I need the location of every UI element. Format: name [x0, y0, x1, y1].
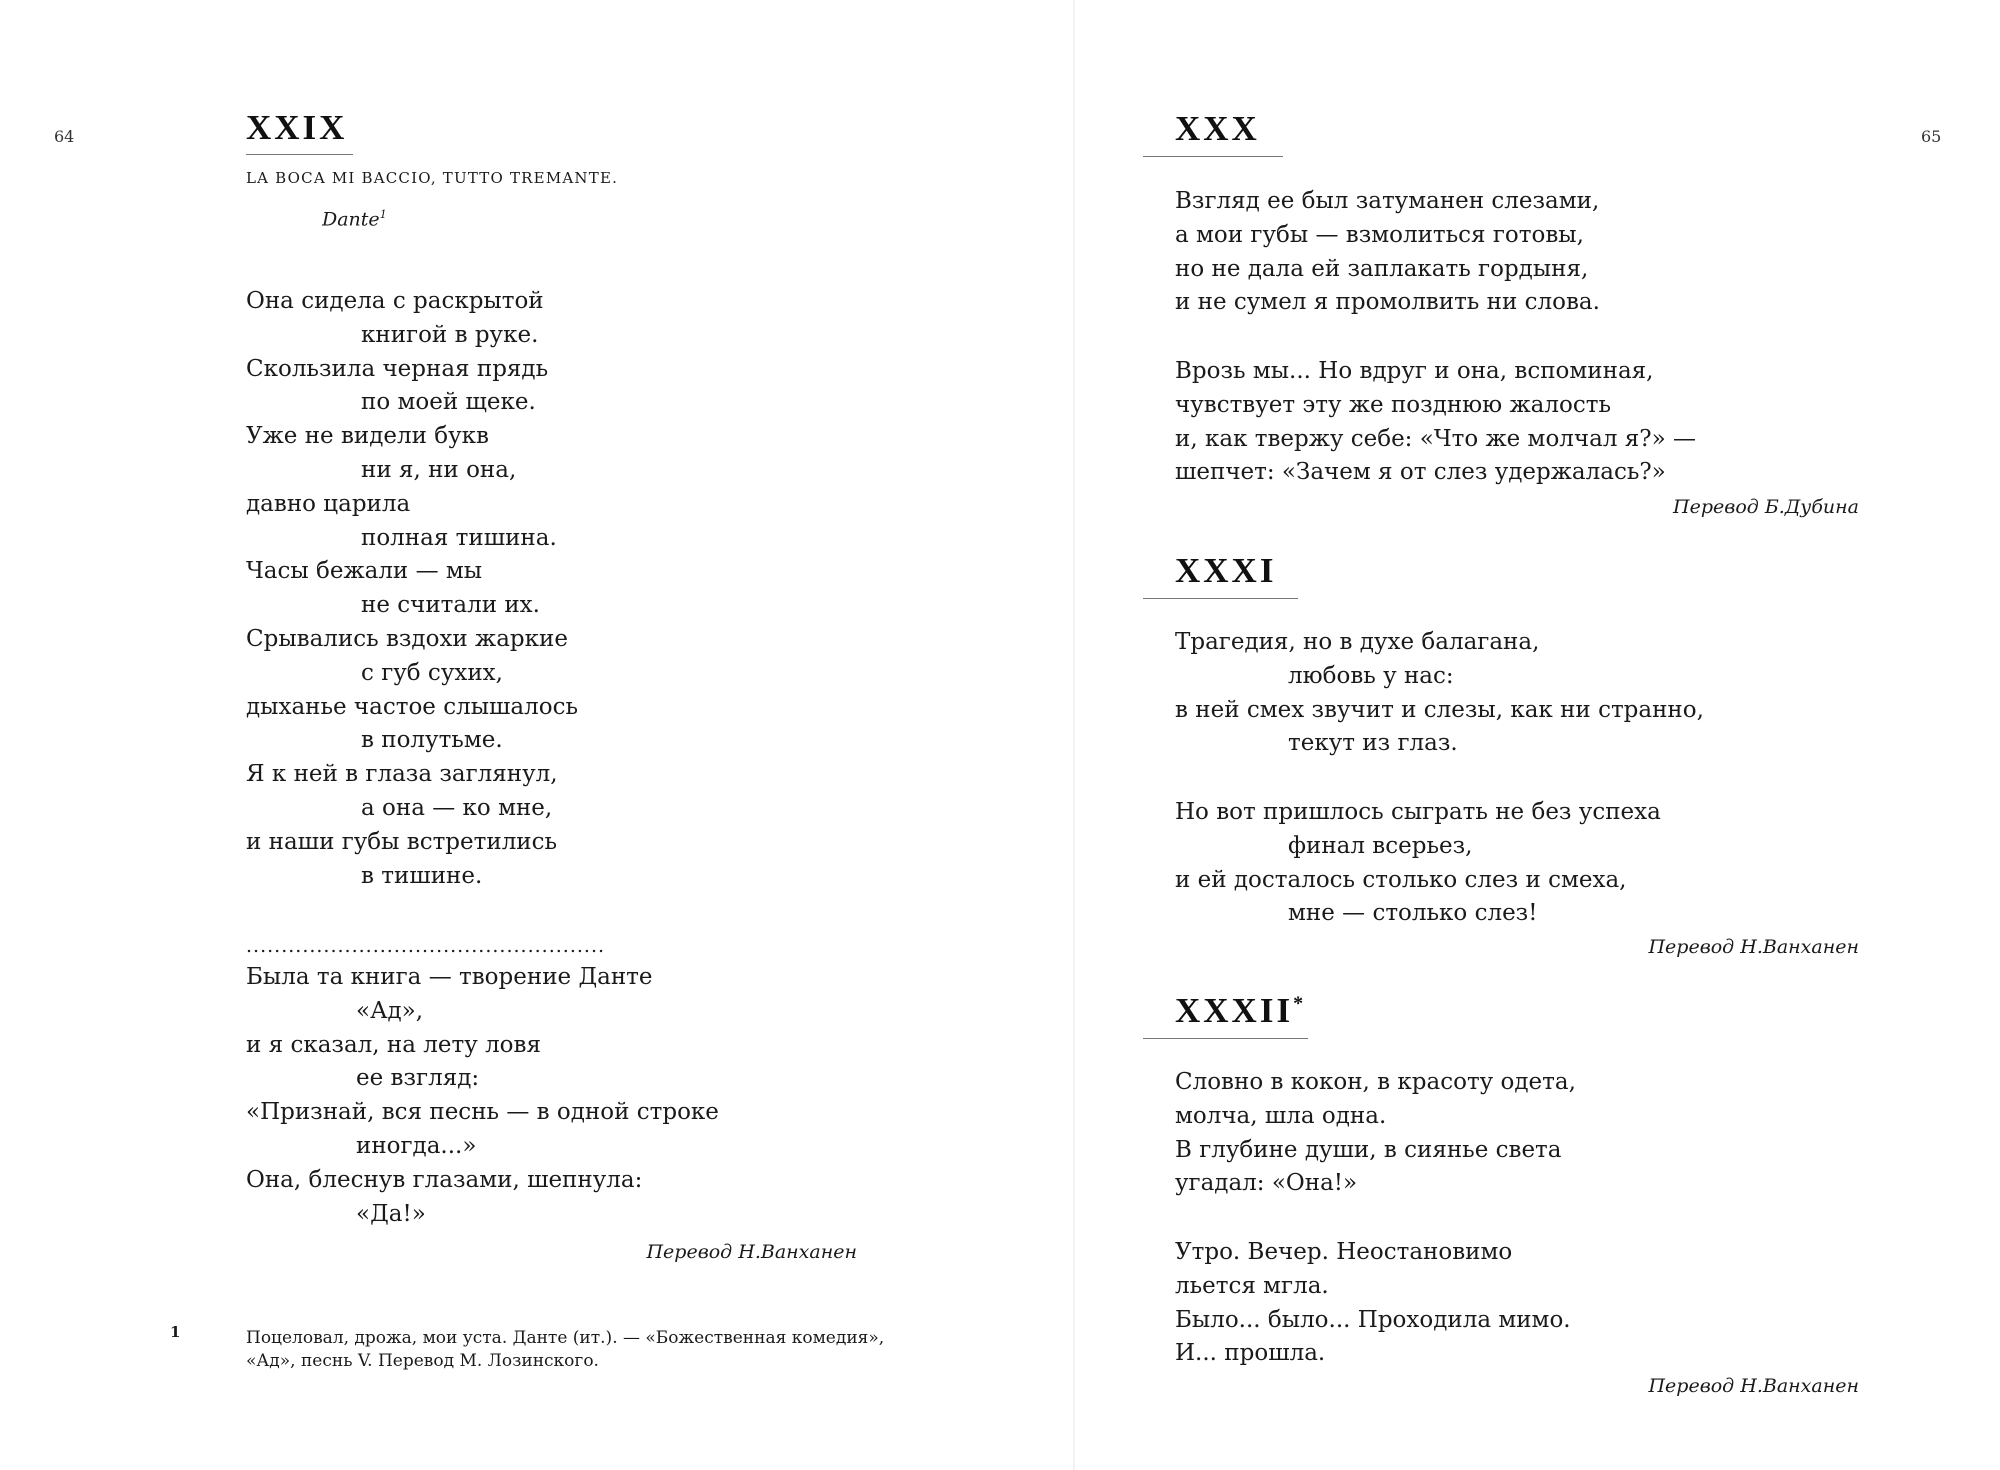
poem-line: Словно в кокон, в красоту одета,	[1175, 1069, 1576, 1095]
poem-line: давно царила	[246, 490, 411, 517]
poem-line: и не сумел я промолвить ни слова.	[1175, 289, 1600, 316]
poem-line: и ей досталось столько слез и смеха,	[1175, 866, 1627, 893]
poem-line: ее взгляд:	[356, 1065, 480, 1092]
poem-line: а она — ко мне,	[361, 795, 553, 821]
poem-line: И... прошла.	[1175, 1340, 1326, 1367]
poem-line: льется мгла.	[1175, 1272, 1329, 1299]
poem-line: в полутьме.	[361, 727, 503, 754]
poem-line: «Признай, вся песнь — в одной строке	[246, 1099, 719, 1126]
poem-line: мне — столько слез!	[1288, 900, 1538, 927]
poem-line: «Да!»	[356, 1200, 426, 1227]
footnote-line: Поцеловал, дрожа, мои уста. Данте (ит.). — «Божественная комедия»,	[246, 1328, 885, 1348]
title-underline	[1143, 1038, 1308, 1039]
translator-credit: Перевод Н.Ванханен	[1648, 936, 1859, 958]
right-page	[1075, 0, 2000, 1470]
poem-line: Утро. Вечер. Неостановимо	[1175, 1239, 1513, 1265]
poem-line: Срывались вздохи жаркие	[246, 626, 568, 652]
poem-line: Было... было... Проходила мимо.	[1175, 1306, 1571, 1333]
poem-line: не считали их.	[361, 592, 540, 619]
stanza-separator: ...................................................	[246, 935, 606, 957]
title-underline	[1143, 598, 1298, 599]
poem-line: Она сидела с раскрытой	[246, 288, 544, 314]
poem-title: XXXII*	[1175, 991, 1307, 1030]
poem-line: Скользила черная прядь	[246, 355, 549, 382]
poem-line: и наши губы встретились	[246, 828, 558, 855]
poem-line: иногда...»	[356, 1133, 477, 1159]
poem-line: текут из глаз.	[1288, 730, 1458, 757]
translator-credit: Перевод Н.Ванханен	[1648, 1375, 1859, 1397]
poem-line: «Ад»,	[356, 997, 424, 1024]
poem-line: Но вот пришлось сыграть не без успеха	[1175, 799, 1661, 825]
poem-line: Уже не видели букв	[246, 423, 489, 450]
title-underline	[1143, 156, 1283, 157]
poem-title: XXIX	[246, 108, 348, 147]
poem-title: XXXI	[1175, 551, 1277, 590]
page-number: 65	[1921, 127, 1942, 146]
poem-line: и, как твержу себе: «Что же молчал я?» —	[1175, 425, 1696, 452]
poem-line: в ней смех звучит и слезы, как ни странно,	[1175, 696, 1704, 723]
poem-line: В глубине души, в сиянье света	[1175, 1136, 1562, 1163]
poem-title: XXX	[1175, 109, 1260, 148]
poem-line: Взгляд ее был затуманен слезами,	[1175, 188, 1600, 214]
footnote-line: «Ад», песнь V. Перевод М. Лозинского.	[246, 1351, 599, 1371]
translator-credit: Перевод Н.Ванханен	[646, 1241, 857, 1263]
footnote-ref[interactable]: *	[1293, 992, 1307, 1015]
poem-line: по моей щеке.	[361, 389, 536, 416]
poem-line: но не дала ей заплакать гордыня,	[1175, 255, 1589, 282]
title-underline	[246, 154, 353, 155]
poem-line: в тишине.	[361, 862, 483, 889]
poem-line: Трагедия, но в духе балагана,	[1175, 629, 1540, 655]
poem-line: Была та книга — творение Данте	[246, 964, 653, 990]
poem-line: молча, шла одна.	[1175, 1102, 1387, 1129]
epigraph: LA BOCA MI BACCIO, TUTTO TREMANTE.	[246, 169, 619, 187]
poem-line: Я к ней в глаза заглянул,	[246, 761, 558, 788]
footnote-ref[interactable]: 1	[379, 208, 387, 221]
poem-line: Часы бежали — мы	[246, 558, 483, 585]
poem-line: шепчет: «Зачем я от слез удержалась?»	[1175, 459, 1666, 486]
poem-line: с губ сухих,	[361, 659, 503, 686]
poem-line: ни я, ни она,	[361, 457, 517, 483]
poem-line: и я сказал, на лету ловя	[246, 1031, 541, 1058]
poem-line: книгой в руке.	[361, 321, 539, 348]
poem-line: финал всерьез,	[1288, 832, 1473, 859]
footnote-mark: 1	[170, 1323, 181, 1341]
poem-line: Врозь мы... Но вдруг и она, вспоминая,	[1175, 358, 1654, 384]
poem-line: Она, блеснув глазами, шепнула:	[246, 1166, 643, 1193]
poem-line: чувствует эту же позднюю жалость	[1175, 391, 1611, 418]
page-number: 64	[54, 127, 75, 146]
poem-line: любовь у нас:	[1288, 662, 1454, 689]
poem-line: дыханье частое слышалось	[246, 693, 578, 720]
epigraph-author: Dante$^1$	[322, 208, 387, 231]
poem-line: а мои губы — взмолиться готовы,	[1175, 221, 1584, 248]
translator-credit: Перевод Б.Дубина	[1673, 496, 1859, 518]
poem-line: полная тишина.	[361, 524, 557, 551]
poem-line: угадал: «Она!»	[1175, 1170, 1358, 1197]
